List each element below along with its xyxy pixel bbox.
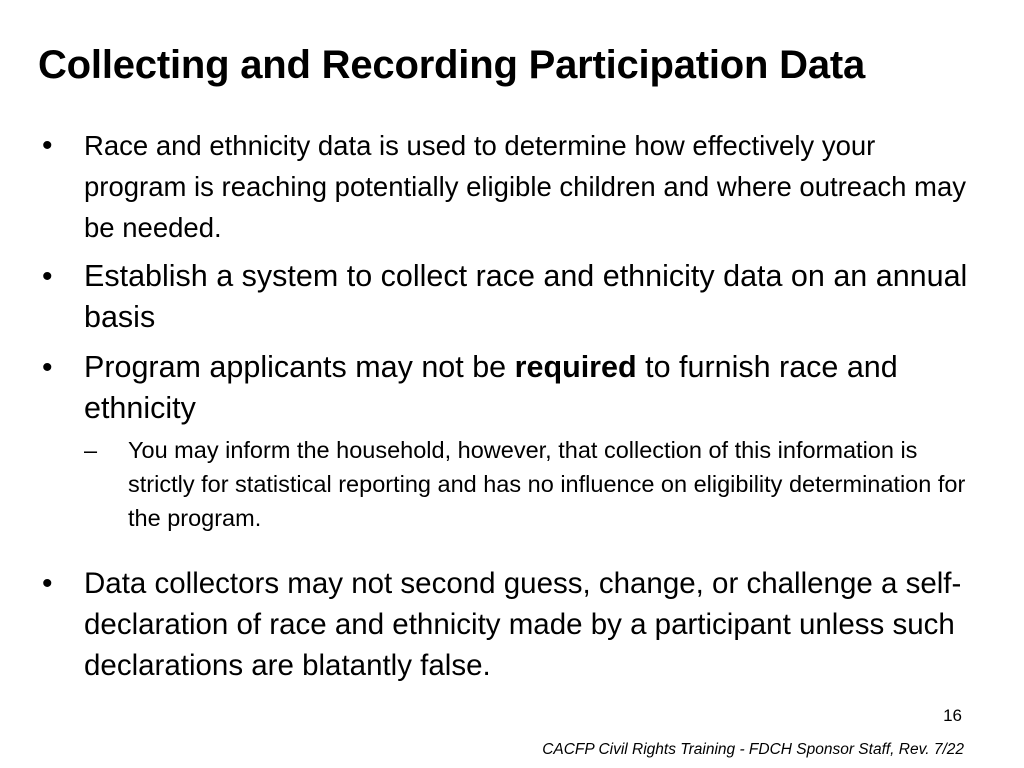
bullet-marker: •: [42, 351, 53, 384]
bullet-marker: •: [42, 567, 53, 600]
bullet-item-not-required: [40, 347, 970, 535]
bullet-text-before: Program applicants may not be: [84, 350, 515, 384]
bullet-marker: •: [42, 260, 53, 293]
bullet-marker: •: [42, 129, 53, 162]
bullet-text: Establish a system to collect race and ethnicity data on an annual basis: [84, 259, 968, 334]
bullet-item-race-data-use: [40, 125, 970, 248]
slide-title: Collecting and Recording Participation Data: [38, 43, 866, 87]
bullet-text-after: to furnish race and ethnicity: [84, 350, 898, 425]
sub-bullet-text: You may inform the household, however, that collection of this information is strictly for statistical reporting and has no influence on eligibility determination for the program.: [128, 437, 966, 531]
bullet-text: Race and ethnicity data is used to determine how effectively your program is reaching potentially eligible children and where outreach may be needed.: [84, 130, 967, 243]
sub-bullet-list: [84, 433, 970, 535]
sub-bullet-item-inform-household: [84, 433, 970, 535]
bullet-item-establish-system: [40, 256, 970, 338]
bullet-text-emphasis: required: [514, 350, 637, 384]
bullet-item-data-collectors: [40, 563, 970, 686]
bullet-text: Data collectors may not second guess, change, or challenge a self-declaration of race and ethnicity made by a participant unless such declarations are blatantly false.: [84, 567, 962, 682]
bullet-list: [40, 125, 970, 695]
sub-bullet-marker: –: [84, 437, 98, 463]
page-number: 16: [943, 706, 962, 725]
footer-text: CACFP Civil Rights Training - FDCH Sponsor Staff, Rev. 7/22: [542, 741, 964, 758]
